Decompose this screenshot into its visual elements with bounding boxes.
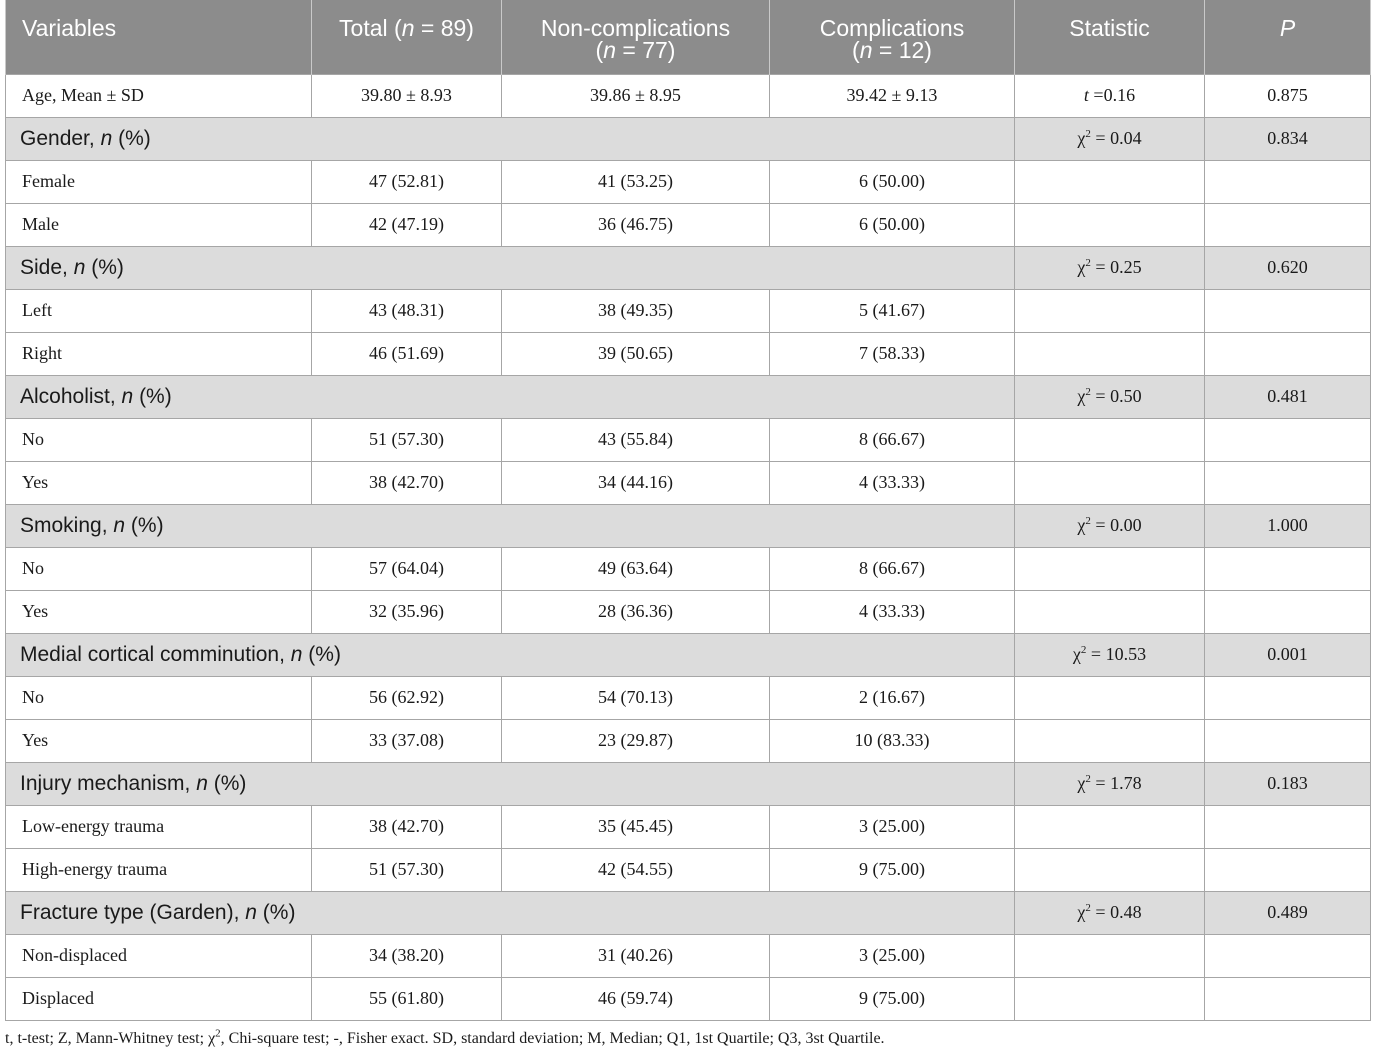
row-label: Yes (6, 461, 312, 504)
row-noncomp: 49 (63.64) (502, 547, 770, 590)
group-label: Medial cortical comminution, n (%) (6, 633, 1015, 676)
row-comp: 8 (66.67) (770, 547, 1015, 590)
row-statistic (1015, 590, 1205, 633)
row-statistic (1015, 848, 1205, 891)
group-label: Gender, n (%) (6, 117, 1015, 160)
row-p (1205, 805, 1371, 848)
age-total: 39.80 ± 8.93 (312, 74, 502, 117)
row-total: 33 (37.08) (312, 719, 502, 762)
row-statistic (1015, 461, 1205, 504)
table-row (6, 590, 1371, 633)
group-header-row (6, 633, 1371, 676)
group-statistic: $\chi^2 = 1.78$ (1015, 762, 1205, 805)
row-comp: 5 (41.67) (770, 289, 1015, 332)
group-p: 0.481 (1205, 375, 1371, 418)
group-p: 0.183 (1205, 762, 1371, 805)
row-p (1205, 332, 1371, 375)
row-p (1205, 676, 1371, 719)
table-row (6, 934, 1371, 977)
row-comp: 6 (50.00) (770, 160, 1015, 203)
header-row (6, 0, 1371, 74)
row-total: 51 (57.30) (312, 418, 502, 461)
age-label: Age, Mean ± SD (6, 74, 312, 117)
row-label: Yes (6, 719, 312, 762)
row-statistic (1015, 332, 1205, 375)
row-statistic (1015, 805, 1205, 848)
group-statistic: $\chi^2 = 0.50$ (1015, 375, 1205, 418)
age-p: 0.875 (1205, 74, 1371, 117)
table-row (6, 547, 1371, 590)
row-p (1205, 203, 1371, 246)
group-header-row (6, 246, 1371, 289)
row-comp: 9 (75.00) (770, 977, 1015, 1020)
row-noncomp: 31 (40.26) (502, 934, 770, 977)
row-noncomp: 41 (53.25) (502, 160, 770, 203)
header-variables: Variables (6, 0, 312, 74)
group-p: 1.000 (1205, 504, 1371, 547)
header-noncomplications: Non-complications (n = 77) (502, 0, 770, 74)
row-label: Displaced (6, 977, 312, 1020)
group-header-row (6, 504, 1371, 547)
group-label: Fracture type (Garden), n (%) (6, 891, 1015, 934)
row-noncomp: 43 (55.84) (502, 418, 770, 461)
table-row (6, 848, 1371, 891)
group-statistic: $\chi^2 = 0.25$ (1015, 246, 1205, 289)
table-row (6, 977, 1371, 1020)
row-noncomp: 54 (70.13) (502, 676, 770, 719)
row-p (1205, 418, 1371, 461)
row-label: Male (6, 203, 312, 246)
row-p (1205, 934, 1371, 977)
row-comp: 10 (83.33) (770, 719, 1015, 762)
row-comp: 6 (50.00) (770, 203, 1015, 246)
table-row (6, 461, 1371, 504)
row-noncomp: 35 (45.45) (502, 805, 770, 848)
group-label: Side, n (%) (6, 246, 1015, 289)
row-statistic (1015, 676, 1205, 719)
row-comp: 9 (75.00) (770, 848, 1015, 891)
table-row (6, 289, 1371, 332)
age-comp: 39.42 ± 9.13 (770, 74, 1015, 117)
row-noncomp: 34 (44.16) (502, 461, 770, 504)
group-statistic: $\chi^2 = 0.00$ (1015, 504, 1205, 547)
group-header-row (6, 762, 1371, 805)
group-statistic: $\chi^2 = 0.48$ (1015, 891, 1205, 934)
row-label: High-energy trauma (6, 848, 312, 891)
row-total: 46 (51.69) (312, 332, 502, 375)
row-label: No (6, 418, 312, 461)
row-p (1205, 547, 1371, 590)
row-total: 38 (42.70) (312, 461, 502, 504)
row-label: Left (6, 289, 312, 332)
row-label: Yes (6, 590, 312, 633)
group-header-row (6, 891, 1371, 934)
row-total: 43 (48.31) (312, 289, 502, 332)
row-comp: 7 (58.33) (770, 332, 1015, 375)
row-noncomp: 38 (49.35) (502, 289, 770, 332)
row-label: Low-energy trauma (6, 805, 312, 848)
row-noncomp: 42 (54.55) (502, 848, 770, 891)
group-label: Smoking, n (%) (6, 504, 1015, 547)
group-label: Alcoholist, n (%) (6, 375, 1015, 418)
row-statistic (1015, 547, 1205, 590)
row-label: Right (6, 332, 312, 375)
row-noncomp: 28 (36.36) (502, 590, 770, 633)
row-p (1205, 461, 1371, 504)
row-comp: 3 (25.00) (770, 934, 1015, 977)
row-statistic (1015, 203, 1205, 246)
row-comp: 2 (16.67) (770, 676, 1015, 719)
row-p (1205, 977, 1371, 1020)
table-row (6, 160, 1371, 203)
row-total: 32 (35.96) (312, 590, 502, 633)
table-container (5, 0, 1370, 1021)
table-row (6, 203, 1371, 246)
table-footnote: t, t-test; Z, Mann-Whitney test; $\chi^2$, Chi-square test; -, Fisher exact. SD, standard deviation; M, Median; Q1, 1st Quartile; Q3, 3st Quartile. (5, 1027, 885, 1047)
row-noncomp: 39 (50.65) (502, 332, 770, 375)
group-statistic: $\chi^2 = 0.04$ (1015, 117, 1205, 160)
row-noncomp: 23 (29.87) (502, 719, 770, 762)
group-header-row (6, 375, 1371, 418)
header-statistic: Statistic (1015, 0, 1205, 74)
row-p (1205, 160, 1371, 203)
row-total: 34 (38.20) (312, 934, 502, 977)
group-header-row (6, 117, 1371, 160)
row-total: 42 (47.19) (312, 203, 502, 246)
row-total: 47 (52.81) (312, 160, 502, 203)
row-label: No (6, 547, 312, 590)
row-statistic (1015, 934, 1205, 977)
row-comp: 3 (25.00) (770, 805, 1015, 848)
table-row-age (6, 74, 1371, 117)
row-label: No (6, 676, 312, 719)
header-p: P (1205, 0, 1371, 74)
row-label: Non-displaced (6, 934, 312, 977)
age-noncomp: 39.86 ± 8.95 (502, 74, 770, 117)
row-p (1205, 848, 1371, 891)
row-total: 51 (57.30) (312, 848, 502, 891)
header-complications: Complications (n = 12) (770, 0, 1015, 74)
group-statistic: $\chi^2 = 10.53$ (1015, 633, 1205, 676)
row-comp: 8 (66.67) (770, 418, 1015, 461)
row-total: 55 (61.80) (312, 977, 502, 1020)
row-statistic (1015, 418, 1205, 461)
table-row (6, 676, 1371, 719)
table-row (6, 418, 1371, 461)
data-table (5, 0, 1371, 1021)
group-label: Injury mechanism, n (%) (6, 762, 1015, 805)
row-statistic (1015, 160, 1205, 203)
group-p: 0.620 (1205, 246, 1371, 289)
group-p: 0.489 (1205, 891, 1371, 934)
row-comp: 4 (33.33) (770, 461, 1015, 504)
group-p: 0.001 (1205, 633, 1371, 676)
row-total: 56 (62.92) (312, 676, 502, 719)
row-p (1205, 719, 1371, 762)
group-p: 0.834 (1205, 117, 1371, 160)
table-row (6, 332, 1371, 375)
row-total: 38 (42.70) (312, 805, 502, 848)
row-statistic (1015, 719, 1205, 762)
table-row (6, 719, 1371, 762)
row-p (1205, 590, 1371, 633)
row-comp: 4 (33.33) (770, 590, 1015, 633)
header-total: Total (n = 89) (312, 0, 502, 74)
row-statistic (1015, 977, 1205, 1020)
row-total: 57 (64.04) (312, 547, 502, 590)
row-label: Female (6, 160, 312, 203)
row-noncomp: 36 (46.75) (502, 203, 770, 246)
table-row (6, 805, 1371, 848)
age-statistic: t =0.16 (1015, 74, 1205, 117)
row-statistic (1015, 289, 1205, 332)
row-p (1205, 289, 1371, 332)
row-noncomp: 46 (59.74) (502, 977, 770, 1020)
